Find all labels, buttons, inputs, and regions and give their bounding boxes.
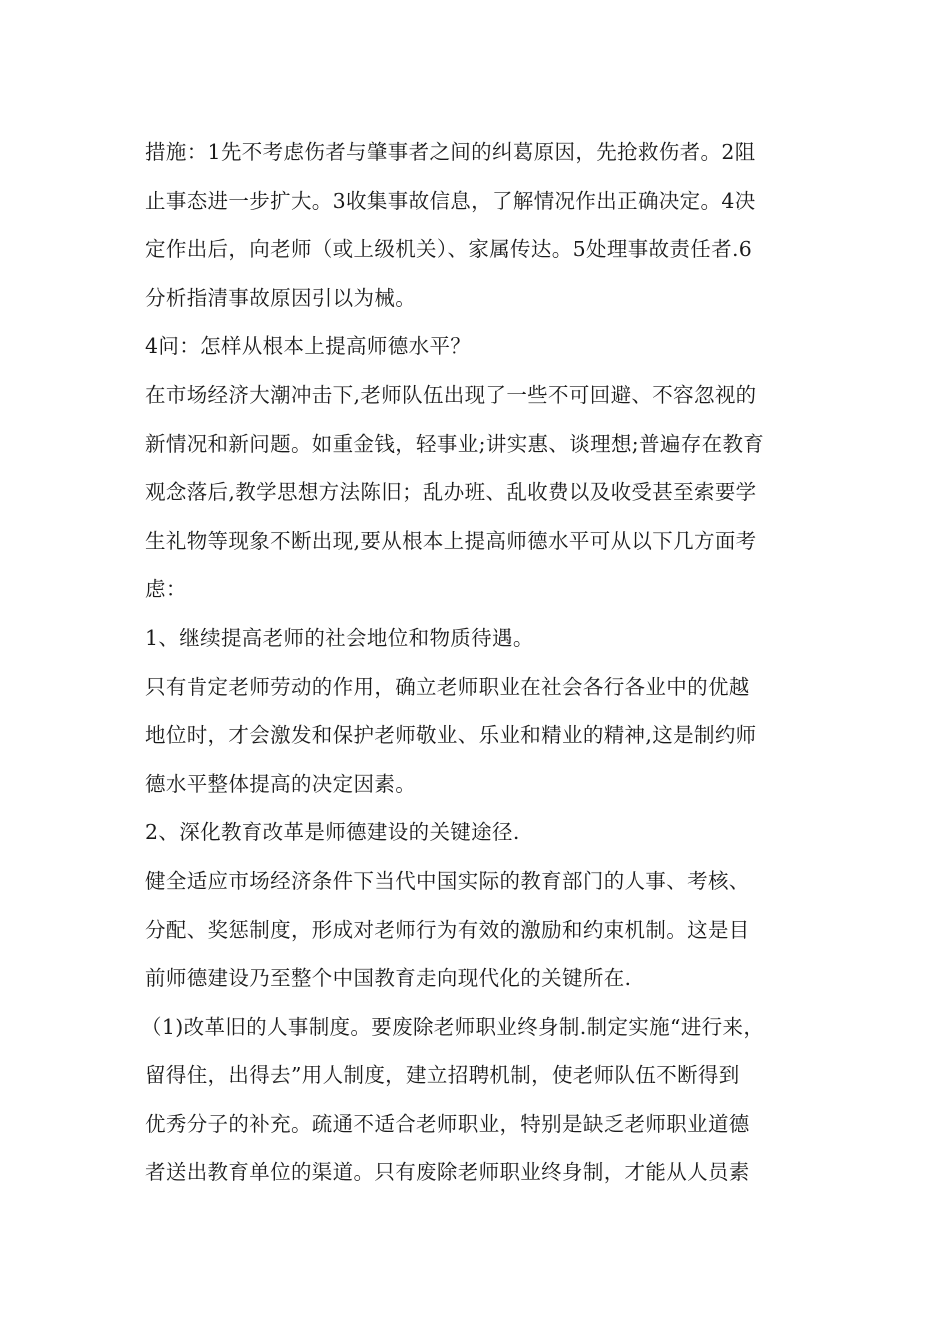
text-line: 优秀分子的补充。疏通不适合老师职业，特别是缺乏老师职业道德 <box>145 1111 750 1136</box>
text-line: （1)改革旧的人事制度。要废除老师职业终身制.制定实施“进行来， <box>141 1014 765 1039</box>
text-line: 德水平整体提高的决定因素。 <box>145 771 417 796</box>
text-line: 地位时，才会激发和保护老师敬业、乐业和精业的精神,这是制约师 <box>145 723 757 748</box>
question-heading: 4问：怎样从根本上提高师德水平？ <box>145 334 472 359</box>
text-line: 措施：1先不考虑伤者与肇事者之间的纠葛原因，先抢救伤者。2阻 <box>145 140 756 164</box>
text-line: 健全适应市场经济条件下当代中国实际的教育部门的人事、考核、 <box>145 868 750 893</box>
text-line: 生礼物等现象不断出现,要从根本上提高师德水平可从以下几方面考 <box>145 528 757 553</box>
text-line: 止事态进一步扩大。3收集事故信息，了解情况作出正确决定。4决 <box>145 188 756 213</box>
text-line: 虑： <box>145 577 187 602</box>
text-line: 观念落后,教学思想方法陈旧；乱办班、乱收费以及收受甚至索要学 <box>145 480 757 505</box>
text-line: 在市场经济大潮冲击下,老师队伍出现了一些不可回避、不容忽视的 <box>145 382 757 407</box>
text-line: 定作出后，向老师（或上级机关）、家属传达。5处理事故责任者.6 <box>145 237 753 262</box>
section-heading: 1、继续提高老师的社会地位和物质待遇。 <box>145 625 534 650</box>
text-line: 分析指清事故原因引以为械。 <box>145 285 417 310</box>
text-line: 只有肯定老师劳动的作用，确立老师职业在社会各行各业中的优越 <box>145 674 750 699</box>
section-heading: 2、深化教育改革是师德建设的关键途径. <box>145 820 520 845</box>
text-line: 者送出教育单位的渠道。只有废除老师职业终身制，才能从人员素 <box>145 1160 750 1185</box>
text-line: 前师德建设乃至整个中国教育走向现代化的关键所在. <box>145 966 632 991</box>
text-line: 留得住，出得去”用人制度，建立招聘机制，使老师队伍不断得到 <box>145 1063 740 1088</box>
document-body <box>141 128 835 1197</box>
text-line: 新情况和新问题。如重金钱，轻事业;讲实惠、谈理想;普遍存在教育 <box>145 431 765 456</box>
text-line: 分配、奖惩制度，形成对老师行为有效的激励和约束机制。这是目 <box>145 917 750 942</box>
